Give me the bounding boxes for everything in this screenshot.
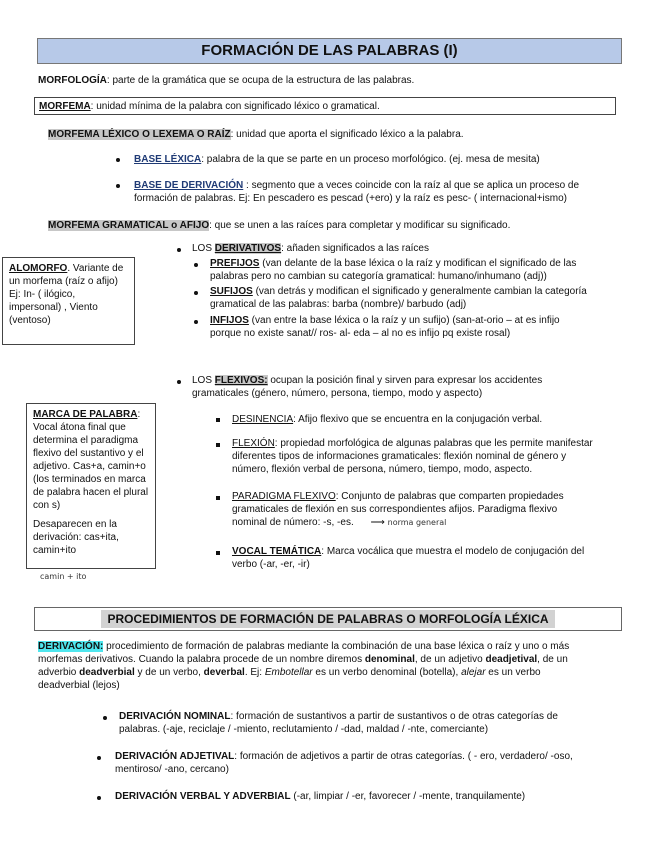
handwritten-note: camin + ito <box>40 572 87 581</box>
desinencia-text: : Afijo flexivo que se encuentra en la conjugación verbal. <box>293 414 543 425</box>
flexivos <box>192 374 632 400</box>
bullet-icon <box>194 320 198 324</box>
marca-line: de palabra hacen el plural <box>33 487 149 498</box>
morfema-lexico-text: : unidad que aporta el significado léxico a la palabra. <box>230 129 464 140</box>
morfema-definition <box>34 97 616 115</box>
derivacion-example: Embotellar <box>264 667 313 678</box>
flexivos-line2: gramaticales (género, número, persona, tiempo, modo y aspecto) <box>192 388 483 399</box>
morfema-term: MORFEMA <box>39 101 91 112</box>
bullet-icon <box>97 796 101 800</box>
square-bullet-icon <box>216 551 220 555</box>
bullet-icon <box>116 184 120 188</box>
derivacion-text: y de un verbo, <box>134 667 204 678</box>
bullet-icon <box>194 263 198 267</box>
vocal-tematica <box>232 545 632 571</box>
square-bullet-icon <box>216 443 220 447</box>
prefijos-line2: palabras pero no cambian su categoría gramatical: humano/inhumano (adj)) <box>210 271 547 282</box>
bullet-icon <box>177 380 181 384</box>
base-derivacion-term: BASE DE DERIVACIÓN <box>134 180 244 191</box>
marca-palabra-box <box>26 403 156 569</box>
morfema-lexico <box>48 128 628 141</box>
base-lexica-term: BASE LÉXICA <box>134 154 202 165</box>
der-verbal-term: DERIVACIÓN VERBAL Y ADVERBIAL <box>115 791 291 802</box>
derivacion-adjetival <box>115 750 625 776</box>
marca-line: flexivo del sustantivo y el <box>33 448 144 459</box>
derivacion-definition <box>38 640 638 692</box>
infijos-term: INFIJOS <box>210 315 249 326</box>
derivativos <box>192 242 632 255</box>
sufijos <box>210 285 630 311</box>
derivacion-nominal <box>119 710 619 736</box>
prefijos <box>210 257 630 283</box>
base-derivacion-line1: : segmento que a veces coincide con la raíz al que se aplica un proceso de <box>243 180 580 191</box>
flexion-line3: número, flexión verbal de persona, número, tiempo, modo, aspecto. <box>232 464 533 475</box>
morfema-gramatical <box>48 219 638 232</box>
derivacion-text: es un verbo <box>485 667 541 678</box>
derivacion-example: alejar <box>461 667 486 678</box>
paradigma-line1: : Conjunto de palabras que comparten propiedades <box>335 491 564 502</box>
derivativos-prefix: LOS <box>192 243 215 254</box>
derivacion-keyword: denominal <box>364 654 415 665</box>
alomorfo-term: ALOMORFO <box>9 263 68 274</box>
paradigma-note: norma general <box>387 518 447 527</box>
paradigma-term: PARADIGMA FLEXIVO <box>232 491 336 502</box>
derivacion-text: , de un <box>537 654 568 665</box>
der-nominal-term: DERIVACIÓN NOMINAL <box>119 711 231 722</box>
marca-term: MARCA DE PALABRA <box>33 409 138 420</box>
derivativos-text: : añaden significados a las raíces <box>281 243 429 254</box>
der-nominal-line1: : formación de sustantivos a partir de sustantivos o de otras categorías de <box>230 711 558 722</box>
flexivos-line1: ocupan la posición final y sirven para expresar los accidentes <box>267 375 543 386</box>
marca-line: Vocal átona final que <box>33 422 126 433</box>
flexion-line1: : propiedad morfológica de algunas palabras que les permite manifestar <box>274 438 593 449</box>
derivacion-text: morfemas derivativos. Cuando la palabra procede de un nombre diremos <box>38 654 365 665</box>
bullet-icon <box>97 756 101 760</box>
sufijos-term: SUFIJOS <box>210 286 253 297</box>
der-nominal-line2: palabras. (-aje, reciclaje / -miento, reclutamiento / -dad, maldad / -nte, comerciante) <box>119 724 489 735</box>
morfologia-text: : parte de la gramática que se ocupa de la estructura de las palabras. <box>106 75 415 86</box>
derivacion-text: adverbio <box>38 667 80 678</box>
desinencia <box>232 413 632 426</box>
marca-line: (los terminados en marca <box>33 474 146 485</box>
marca-line: con s) <box>33 500 61 511</box>
der-verbal-text: (-ar, limpiar / -er, favorecer / -mente, tranquilamente) <box>290 791 526 802</box>
vocal-term: VOCAL TEMÁTICA <box>232 546 322 557</box>
derivacion-keyword: deadverbial <box>79 667 135 678</box>
derivacion-verbal <box>115 790 625 803</box>
paradigma-line3: nominal de número: -s, -es. <box>232 517 354 528</box>
der-adjetival-line1: : formación de adjetivos a partir de otras categorías. ( - ero, verdadero/ -oso, <box>234 751 573 762</box>
derivacion-term: DERIVACIÓN: <box>38 641 104 652</box>
marca-line: : <box>137 409 141 420</box>
alomorfo-line: Ej: In- ( ilógico, <box>9 289 76 300</box>
derivacion-line1: procedimiento de formación de palabras mediante la combinación de una base léxica o raíz y uno o más <box>103 641 570 652</box>
page-title: FORMACIÓN DE LAS PALABRAS (I) <box>37 38 622 64</box>
vocal-line1: : Marca vocálica que muestra el modelo de conjugación del <box>321 546 585 557</box>
bullet-icon <box>103 716 107 720</box>
section-title-text: PROCEDIMIENTOS DE FORMACIÓN DE PALABRAS O MORFOLOGÍA LÉXICA <box>101 610 554 628</box>
arrow-right-icon: ⟶ <box>370 517 385 528</box>
bullet-icon <box>116 158 120 162</box>
alomorfo-line: impersonal) , Viento <box>9 302 98 313</box>
der-adjetival-term: DERIVACIÓN ADJETIVAL <box>115 751 235 762</box>
marca-line: camin+ito <box>33 545 77 556</box>
alomorfo-line: . Variante de <box>67 263 124 274</box>
flexivos-prefix: LOS <box>192 375 215 386</box>
derivacion-text: es un verbo denominal (botella), <box>312 667 462 678</box>
morfologia-definition <box>38 74 638 88</box>
section-title <box>34 607 622 631</box>
vocal-line2: verbo (-ar, -er, -ir) <box>232 559 310 570</box>
alomorfo-line: un morfema (raíz o afijo) <box>9 276 118 287</box>
paradigma-line2: gramaticales de flexión en sus correspondientes afijos. Paradigma flexivo <box>232 504 558 515</box>
flexion-line2: diferentes tipos de informaciones gramaticales: flexión nominal de género y <box>232 451 567 462</box>
infijos <box>210 314 630 340</box>
bullet-icon <box>194 291 198 295</box>
infijos-line1: (van entre la base léxica o la raíz y un sufijo) (san-at-orio – at es infijo <box>248 315 560 326</box>
der-adjetival-line2: mentiroso/ -ano, cercano) <box>115 764 229 775</box>
sufijos-line1: (van detrás y modifican el significado y generalmente cambian la categoría <box>252 286 587 297</box>
prefijos-term: PREFIJOS <box>210 258 260 269</box>
base-lexica-text: : palabra de la que se parte en un proceso morfológico. (ej. mesa de mesita) <box>201 154 540 165</box>
marca-line: Desaparecen en la <box>33 519 117 530</box>
prefijos-line1: (van delante de la base léxica o la raíz y modifican el significado de las <box>259 258 577 269</box>
paradigma-flexivo <box>232 490 632 529</box>
morfologia-term: MORFOLOGÍA <box>38 75 107 86</box>
derivacion-text: , de un adjetivo <box>414 654 486 665</box>
derivacion-keyword: deadjetival <box>485 654 538 665</box>
sufijos-line2: gramatical de las palabras: barba (nombre)/ barbudo (adj) <box>210 299 467 310</box>
square-bullet-icon <box>216 418 220 422</box>
alomorfo-line: (ventoso) <box>9 315 51 326</box>
derivacion-keyword: deverbal <box>203 667 245 678</box>
base-lexica <box>134 153 634 166</box>
alomorfo-box <box>2 257 135 345</box>
base-derivacion <box>134 179 634 205</box>
morfema-gramatical-term: MORFEMA GRAMATICAL o AFIJO <box>48 220 210 231</box>
base-derivacion-line2: formación de palabras. Ej: En pescadero es pescad (+ero) y la raíz es pesc- ( internacional+ismo) <box>134 193 567 204</box>
marca-line: adjetivo. Cas+a, camin+o <box>33 461 146 472</box>
flexion <box>232 437 632 476</box>
morfema-text: : unidad mínima de la palabra con significado léxico o gramatical. <box>90 101 380 112</box>
morfema-gramatical-text: : que se unen a las raíces para completar y modificar su significado. <box>209 220 511 231</box>
derivacion-line4: deadverbial (lejos) <box>38 680 120 691</box>
flexion-term: FLEXIÓN <box>232 438 275 449</box>
bullet-icon <box>177 248 181 252</box>
derivativos-term: DERIVATIVOS <box>214 243 282 254</box>
marca-line: derivación: cas+ita, <box>33 532 119 543</box>
square-bullet-icon <box>216 496 220 500</box>
morfema-lexico-term: MORFEMA LÉXICO O LEXEMA O RAÍZ <box>48 129 231 140</box>
marca-line: determina el paradigma <box>33 435 139 446</box>
derivacion-text: . Ej: <box>244 667 265 678</box>
infijos-line2: porque no existe sanat// ros- al- eda – al no es infijo pq existe rosal) <box>210 328 511 339</box>
flexivos-term: FLEXIVOS: <box>214 375 268 386</box>
desinencia-term: DESINENCIA <box>232 414 294 425</box>
